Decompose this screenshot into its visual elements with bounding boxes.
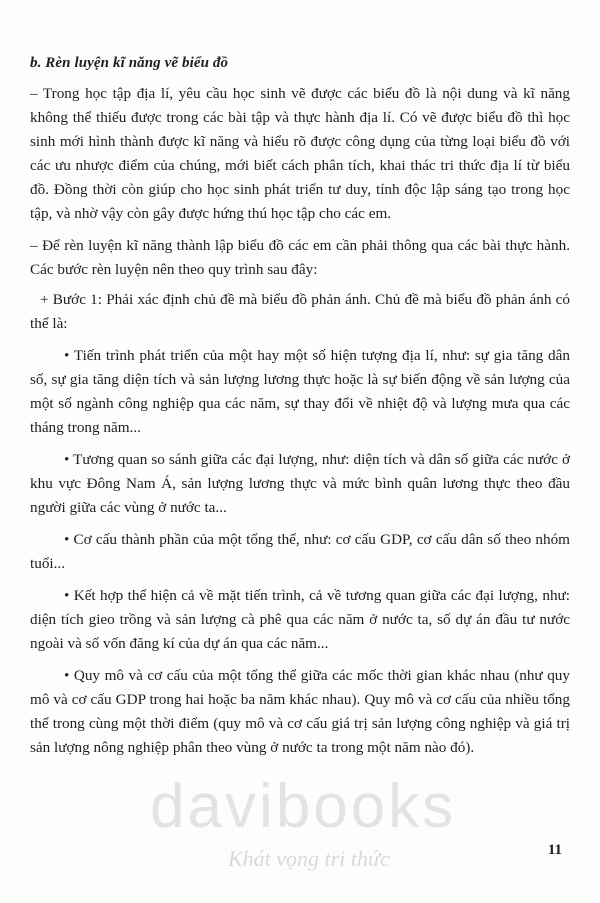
paragraph-steps-intro: – Để rèn luyện kĩ năng thành lập biểu đồ các em cần phải thông qua các bài thực hành. Các bước rèn luyện nên theo quy trình sau đây: — [30, 237, 570, 278]
paragraph-intro: – Trong học tập địa lí, yêu cầu học sinh vẽ được các biểu đồ là nội dung và kĩ năng không thể thiếu được trong các bài tập và thực hành địa lí. Có vẽ được biểu đồ thì học sinh mới hình thành được kĩ năng và hiểu rõ được công dụng của từng loại biểu đồ với các ưu nhược điểm của chúng, mới biết cách phân tích, khai thác tri thức địa lí từ biểu đồ. Đồng thời còn giúp cho học sinh phát triển tư duy, tính độc lập sáng tạo trong học tập, và nhờ vậy còn gây được hứng thú học tập cho các em. — [30, 85, 570, 222]
page-number: 11 — [547, 842, 562, 858]
body-text — [30, 82, 570, 760]
section-heading: b. Rèn luyện kĩ năng vẽ biểu đồ — [30, 55, 229, 71]
bullet-item: • Tương quan so sánh giữa các đại lượng, như: diện tích và dân số giữa các nước ở khu vực Đông Nam Á, sản lượng lương thực và mức bình quân lương thực theo đầu người giữa các vùng ở nước ta... — [30, 451, 570, 516]
bullet-item: • Quy mô và cơ cấu của một tổng thể giữa các mốc thời gian khác nhau (như quy mô và cơ cấu GDP trong hai hoặc ba năm khác nhau). Quy mô và cơ cấu của nhiều tổng thể trong cùng một thời điểm (quy mô và cơ cấu giá trị sản lượng công nghiệp và giá trị sản lượng nông nghiệp phân theo vùng ở nước ta trong một năm nào đó). — [30, 667, 570, 756]
watermark-slogan: Khát vọng tri thức — [228, 846, 390, 871]
bullet-item: • Cơ cấu thành phần của một tổng thể, như: cơ cấu GDP, cơ cấu dân số theo nhóm tuổi... — [30, 531, 570, 572]
step-1: + Bước 1: Phải xác định chủ đề mà biểu đồ phản ánh. Chủ đề mà biểu đồ phản ánh có thể là: — [30, 291, 570, 332]
bullet-item: • Tiến trình phát triển của một hay một số hiện tượng địa lí, như: sự gia tăng dân số, sự gia tăng diện tích và sản lượng lương thực hoặc là sự biến động về sản lượng của một số ngành công nghiệp qua các năm, sự thay đổi về nhiệt độ và lượng mưa qua các tháng trong năm... — [30, 347, 570, 436]
watermark-brand: davibooks — [150, 772, 457, 841]
bullet-item: • Kết hợp thể hiện cả về mặt tiến trình, cả về tương quan giữa các đại lượng, như: diện tích gieo trồng và sản lượng cà phê qua các năm ở nước ta, số dự án đầu tư nước ngoài và số vốn đăng kí của dự án qua các năm... — [30, 587, 570, 652]
